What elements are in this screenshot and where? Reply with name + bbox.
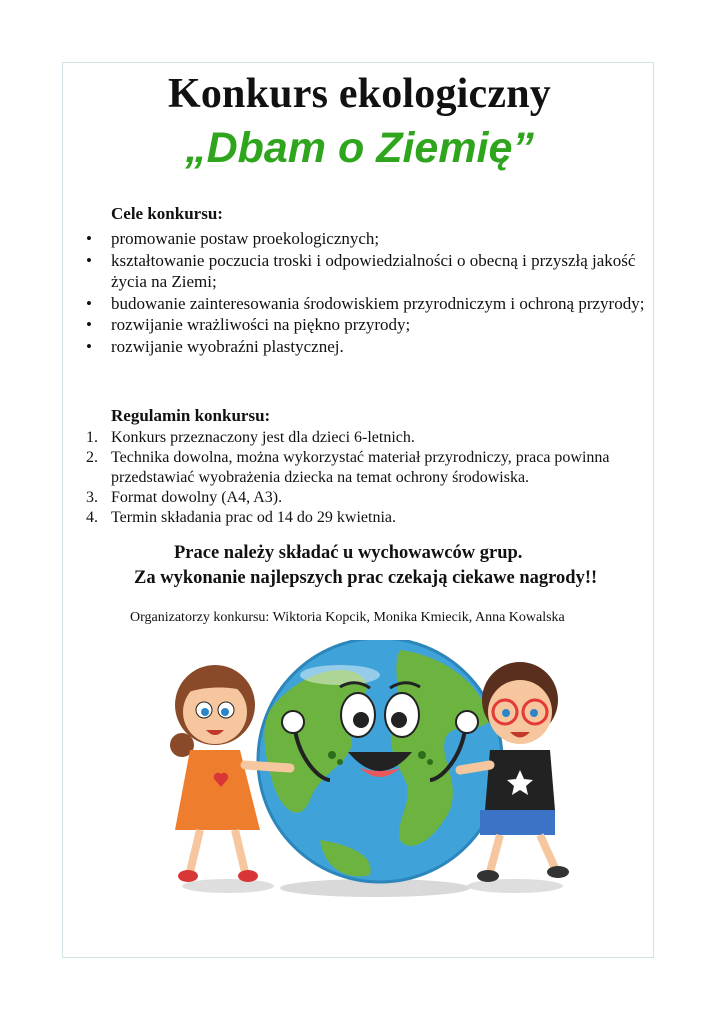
list-item: 1. Konkurs przeznaczony jest dla dzieci 6-letnich.: [86, 429, 415, 446]
goals-list: [86, 228, 666, 357]
notice-line-1: Prace należy składać u wychowawców grup.: [174, 543, 523, 563]
list-item: • promowanie postaw proekologicznych;: [86, 229, 380, 248]
list-item: • rozwijanie wrażliwości na piękno przyrody;: [86, 315, 411, 334]
rules-heading: Regulamin konkursu:: [111, 406, 271, 425]
children-hugging-earth-icon: [160, 640, 580, 900]
list-item: • rozwijanie wyobraźni plastycznej.: [86, 336, 344, 356]
notice-line-2: Za wykonanie najlepszych prac czekają ciekawe nagrody!!: [134, 568, 598, 588]
list-item: • budowanie zainteresowania środowiskiem przyrodniczym i ochroną przyrody;: [86, 293, 645, 313]
rules-list: [86, 428, 666, 528]
page-title: Konkurs ekologiczny: [167, 71, 551, 117]
list-item: • kształtowanie poczucia troski i odpowiedzialności o obecną i przyszłą jakość życia na Ziemi;: [86, 250, 636, 291]
list-item: 2. Technika dowolna, można wykorzystać materiał przyrodniczy, praca powinna przedstawiać wyobrażenia dziecka na temat ochrony środowiska.: [86, 449, 610, 486]
list-item: 3. Format dowolny (A4, A3).: [86, 489, 283, 506]
goals-heading: Cele konkursu:: [111, 204, 223, 223]
organizers-text: Organizatorzy konkursu: Wiktoria Kopcik, Monika Kmiecik, Anna Kowalska: [130, 610, 565, 625]
list-item: 4. Termin składania prac od 14 do 29 kwietnia.: [86, 509, 397, 526]
page-subtitle: „Dbam o Ziemię”: [185, 124, 534, 172]
